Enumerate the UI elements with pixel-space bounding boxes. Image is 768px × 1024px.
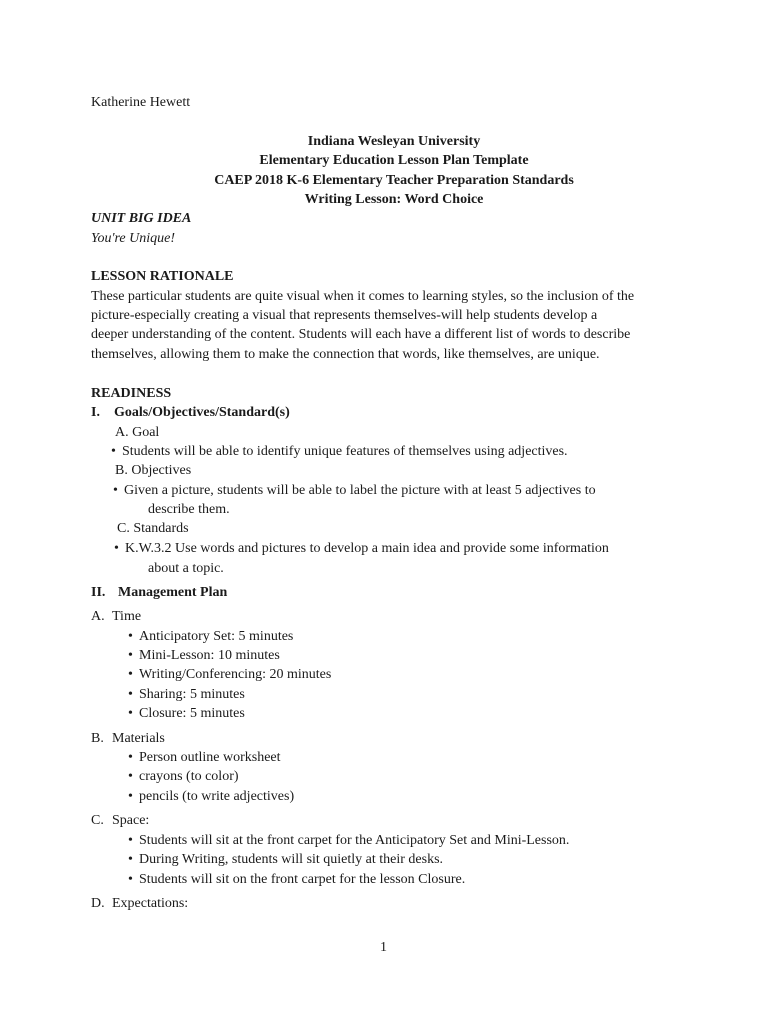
time-item-sharing: • Sharing: 5 minutes	[128, 686, 245, 704]
goal-label: A. Goal	[115, 425, 160, 440]
time-text: Time	[112, 609, 142, 624]
section-ii-marker: II.	[91, 585, 106, 600]
section-i-title: Goals/Objectives/Standard(s)	[114, 405, 290, 420]
section-i-heading	[91, 404, 290, 422]
time-item-closure: • Closure: 5 minutes	[128, 705, 245, 723]
time-item-anticipatory: • Anticipatory Set: 5 minutes	[128, 628, 293, 646]
materials-text: Materials	[112, 731, 165, 746]
materials-label	[91, 730, 165, 748]
rationale-line-4: themselves, allowing them to make the connection that words, like themselves, are unique.	[91, 347, 600, 362]
materials-item-crayons: • crayons (to color)	[128, 768, 239, 786]
title-line-template: Elementary Education Lesson Plan Template	[259, 153, 529, 168]
materials-marker: B.	[91, 731, 104, 746]
unit-big-idea-text: You're Unique!	[91, 231, 176, 246]
objectives-bullet: • Given a picture, students will be able to label the picture with at least 5 adjectives to	[113, 482, 596, 500]
title-line-lesson: Writing Lesson: Word Choice	[304, 192, 484, 207]
readiness-heading: READINESS	[91, 386, 172, 401]
lesson-rationale-heading: LESSON RATIONALE	[91, 269, 234, 284]
standards-bullet-continuation: about a topic.	[148, 561, 224, 576]
standards-bullet: • K.W.3.2 Use words and pictures to develop a main idea and provide some information	[114, 540, 609, 558]
expectations-text: Expectations:	[112, 896, 189, 911]
rationale-line-3: deeper understanding of the content. Students will each have a different list of words to describe	[91, 327, 631, 342]
space-item-closure: • Students will sit on the front carpet for the lesson Closure.	[128, 871, 465, 889]
time-item-mini-lesson: • Mini-Lesson: 10 minutes	[128, 647, 280, 665]
goal-bullet: • Students will be able to identify unique features of themselves using adjectives.	[111, 443, 568, 461]
expectations-marker: D.	[91, 896, 105, 911]
materials-item-pencils: • pencils (to write adjectives)	[128, 788, 294, 806]
space-marker: C.	[91, 813, 104, 828]
title-line-standards: CAEP 2018 K-6 Elementary Teacher Preparation Standards	[214, 173, 574, 188]
rationale-line-1: These particular students are quite visual when it comes to learning styles, so the inclusion of the	[91, 289, 635, 304]
space-item-front-carpet: • Students will sit at the front carpet for the Anticipatory Set and Mini-Lesson.	[128, 832, 569, 850]
expectations-label	[91, 895, 188, 913]
space-label	[91, 812, 149, 830]
objectives-bullet-continuation: describe them.	[148, 502, 230, 517]
time-label	[91, 608, 141, 626]
objectives-label: B. Objectives	[115, 463, 192, 478]
section-ii-title: Management Plan	[118, 585, 228, 600]
author-name: Katherine Hewett	[91, 95, 191, 110]
materials-item-worksheet: • Person outline worksheet	[128, 749, 281, 767]
space-item-desks: • During Writing, students will sit quietly at their desks.	[128, 851, 443, 869]
section-i-marker: I.	[91, 405, 100, 420]
page-number: 1	[380, 940, 387, 955]
title-line-university: Indiana Wesleyan University	[307, 134, 481, 149]
time-marker: A.	[91, 609, 105, 624]
time-item-writing: • Writing/Conferencing: 20 minutes	[128, 666, 331, 684]
rationale-line-2: picture-especially creating a visual that represents themselves-will help students develop a	[91, 308, 598, 323]
section-ii-heading	[91, 584, 227, 602]
standards-label: C. Standards	[117, 521, 189, 536]
unit-big-idea-heading: UNIT BIG IDEA	[91, 211, 192, 226]
space-text: Space:	[112, 813, 150, 828]
